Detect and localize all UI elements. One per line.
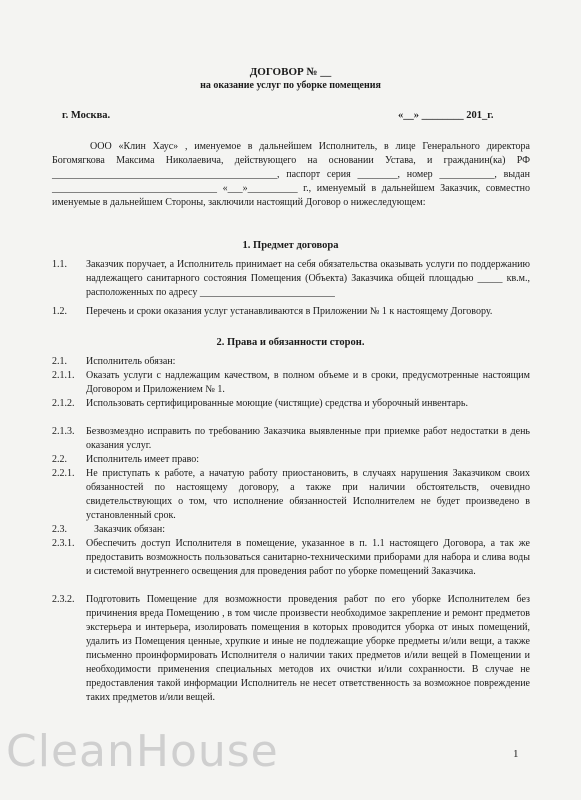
clause-text: Обеспечить доступ Исполнителя в помещение, указанное в п. 1.1 настоящего Договора, а так же предоставить возможность пользоваться санитарно-техническими приборами для набора и слива воды и системой внутреннего освещения для проведения работ по уборке помещений Заказчика. xyxy=(86,538,530,577)
contract-subtitle: на оказание услуг по уборке помещения xyxy=(200,80,381,91)
clause-2-1 xyxy=(52,355,530,369)
clause-text: Исполнитель имеет право: xyxy=(86,454,200,465)
clause-2-3 xyxy=(52,523,530,537)
clause-1-2 xyxy=(52,305,530,319)
contract-title: ДОГОВОР № __ xyxy=(249,66,332,78)
section-1-heading: 1. Предмет договора xyxy=(242,240,339,251)
clause-2-2-1 xyxy=(52,467,530,523)
page-number: 1 xyxy=(513,748,519,760)
clause-text: Не приступать к работе, а начатую работу приостановить, в случаях нарушения Заказчиком своих обязанностей по настоящему договору, а также при наличии обстоятельств, очевидно свидетельствующих о том, что исполнение обязанностей Исполнителем не будет произведено в установленный срок. xyxy=(86,468,530,521)
clause-1-1 xyxy=(52,258,530,300)
clause-number: 2.1. xyxy=(52,356,67,367)
clause-text: Подготовить Помещение для возможности проведения работ по его уборке Исполнителем без причинения вреда Помещению , в том числе произвести необходимое закрепление и ремонт предметов экстерьера и интерьера, изолировать помещения в которых проводится уборка от иных помещений, удалить из Помещения ценные, хрупкие и иные не подлежащие уборке предметы и/или вещи, а также письменно проинформировать Исполнителя о наличии таких предметов и/или вещей в Помещении и необходимости применения специальных методов их очистки и/или сохранности. В случае не предоставления такой информации Исполнитель не несет ответственность за возможное повреждение таких предметов и/или вещей. xyxy=(86,594,530,703)
clause-text: Безвозмездно исправить по требованию Заказчика выявленные при приемке работ недостатки в день оказания услуг. xyxy=(86,426,530,451)
clause-text: Перечень и сроки оказания услуг устанавливаются в Приложении № 1 к настоящему Договору. xyxy=(86,306,493,317)
clause-2-2 xyxy=(52,453,530,467)
clause-number: 2.1.1. xyxy=(52,370,75,381)
clause-number: 2.3.2. xyxy=(52,594,75,605)
contract-city: г. Москва. xyxy=(62,110,111,121)
clause-text: Использовать сертифицированные моющие (чистящие) средства и уборочный инвентарь. xyxy=(86,398,468,409)
clause-number: 1.1. xyxy=(52,259,67,270)
clause-number: 2.3. xyxy=(52,524,67,535)
clause-number: 2.2.1. xyxy=(52,468,75,479)
clause-text: Заказчик поручает, а Исполнитель принимает на себя обязательства оказывать услуги по поддержанию надлежащего санитарного состояния Помещения (Объекта) Заказчика общей площадью _____ кв.м., расположенных по адресу ___________________________ xyxy=(86,259,530,298)
clause-text: Заказчик обязан: xyxy=(94,524,166,535)
clause-2-3-1 xyxy=(52,537,530,579)
clause-text: Оказать услуги с надлежащим качеством, в полном объеме и в сроки, предусмотренные настоящим Договором и Приложением № 1. xyxy=(86,370,530,395)
contract-date: «__» ________ 201_г. xyxy=(398,110,494,121)
clause-2-1-1 xyxy=(52,369,530,397)
clause-number: 2.2. xyxy=(52,454,67,465)
clause-text: Исполнитель обязан: xyxy=(86,356,176,367)
section-2-heading: 2. Права и обязанности сторон. xyxy=(216,337,365,348)
clause-2-1-2 xyxy=(52,397,530,411)
clause-number: 1.2. xyxy=(52,306,67,317)
clause-number: 2.1.3. xyxy=(52,426,75,437)
clause-2-1-3 xyxy=(52,425,530,453)
brand-watermark: CleanHouse xyxy=(6,726,279,777)
clause-2-3-2 xyxy=(52,593,530,705)
intro-paragraph: ООО «Клин Хаус» , именуемое в дальнейшем Исполнитель, в лице Генерального директора Богомягкова Максима Николаевича, действующего на основании Устава, и гражданин(ка) РФ _____________________________________________, паспорт серия ________, номер ___________, выдан _________________________________ «___»__________ г., именуемый в дальнейшем Заказчик, совместно именуемые в дальнейшем Стороны, заключили настоящий Договор о нижеследующем: xyxy=(52,141,530,208)
clause-number: 2.1.2. xyxy=(52,398,75,409)
clause-number: 2.3.1. xyxy=(52,538,75,549)
